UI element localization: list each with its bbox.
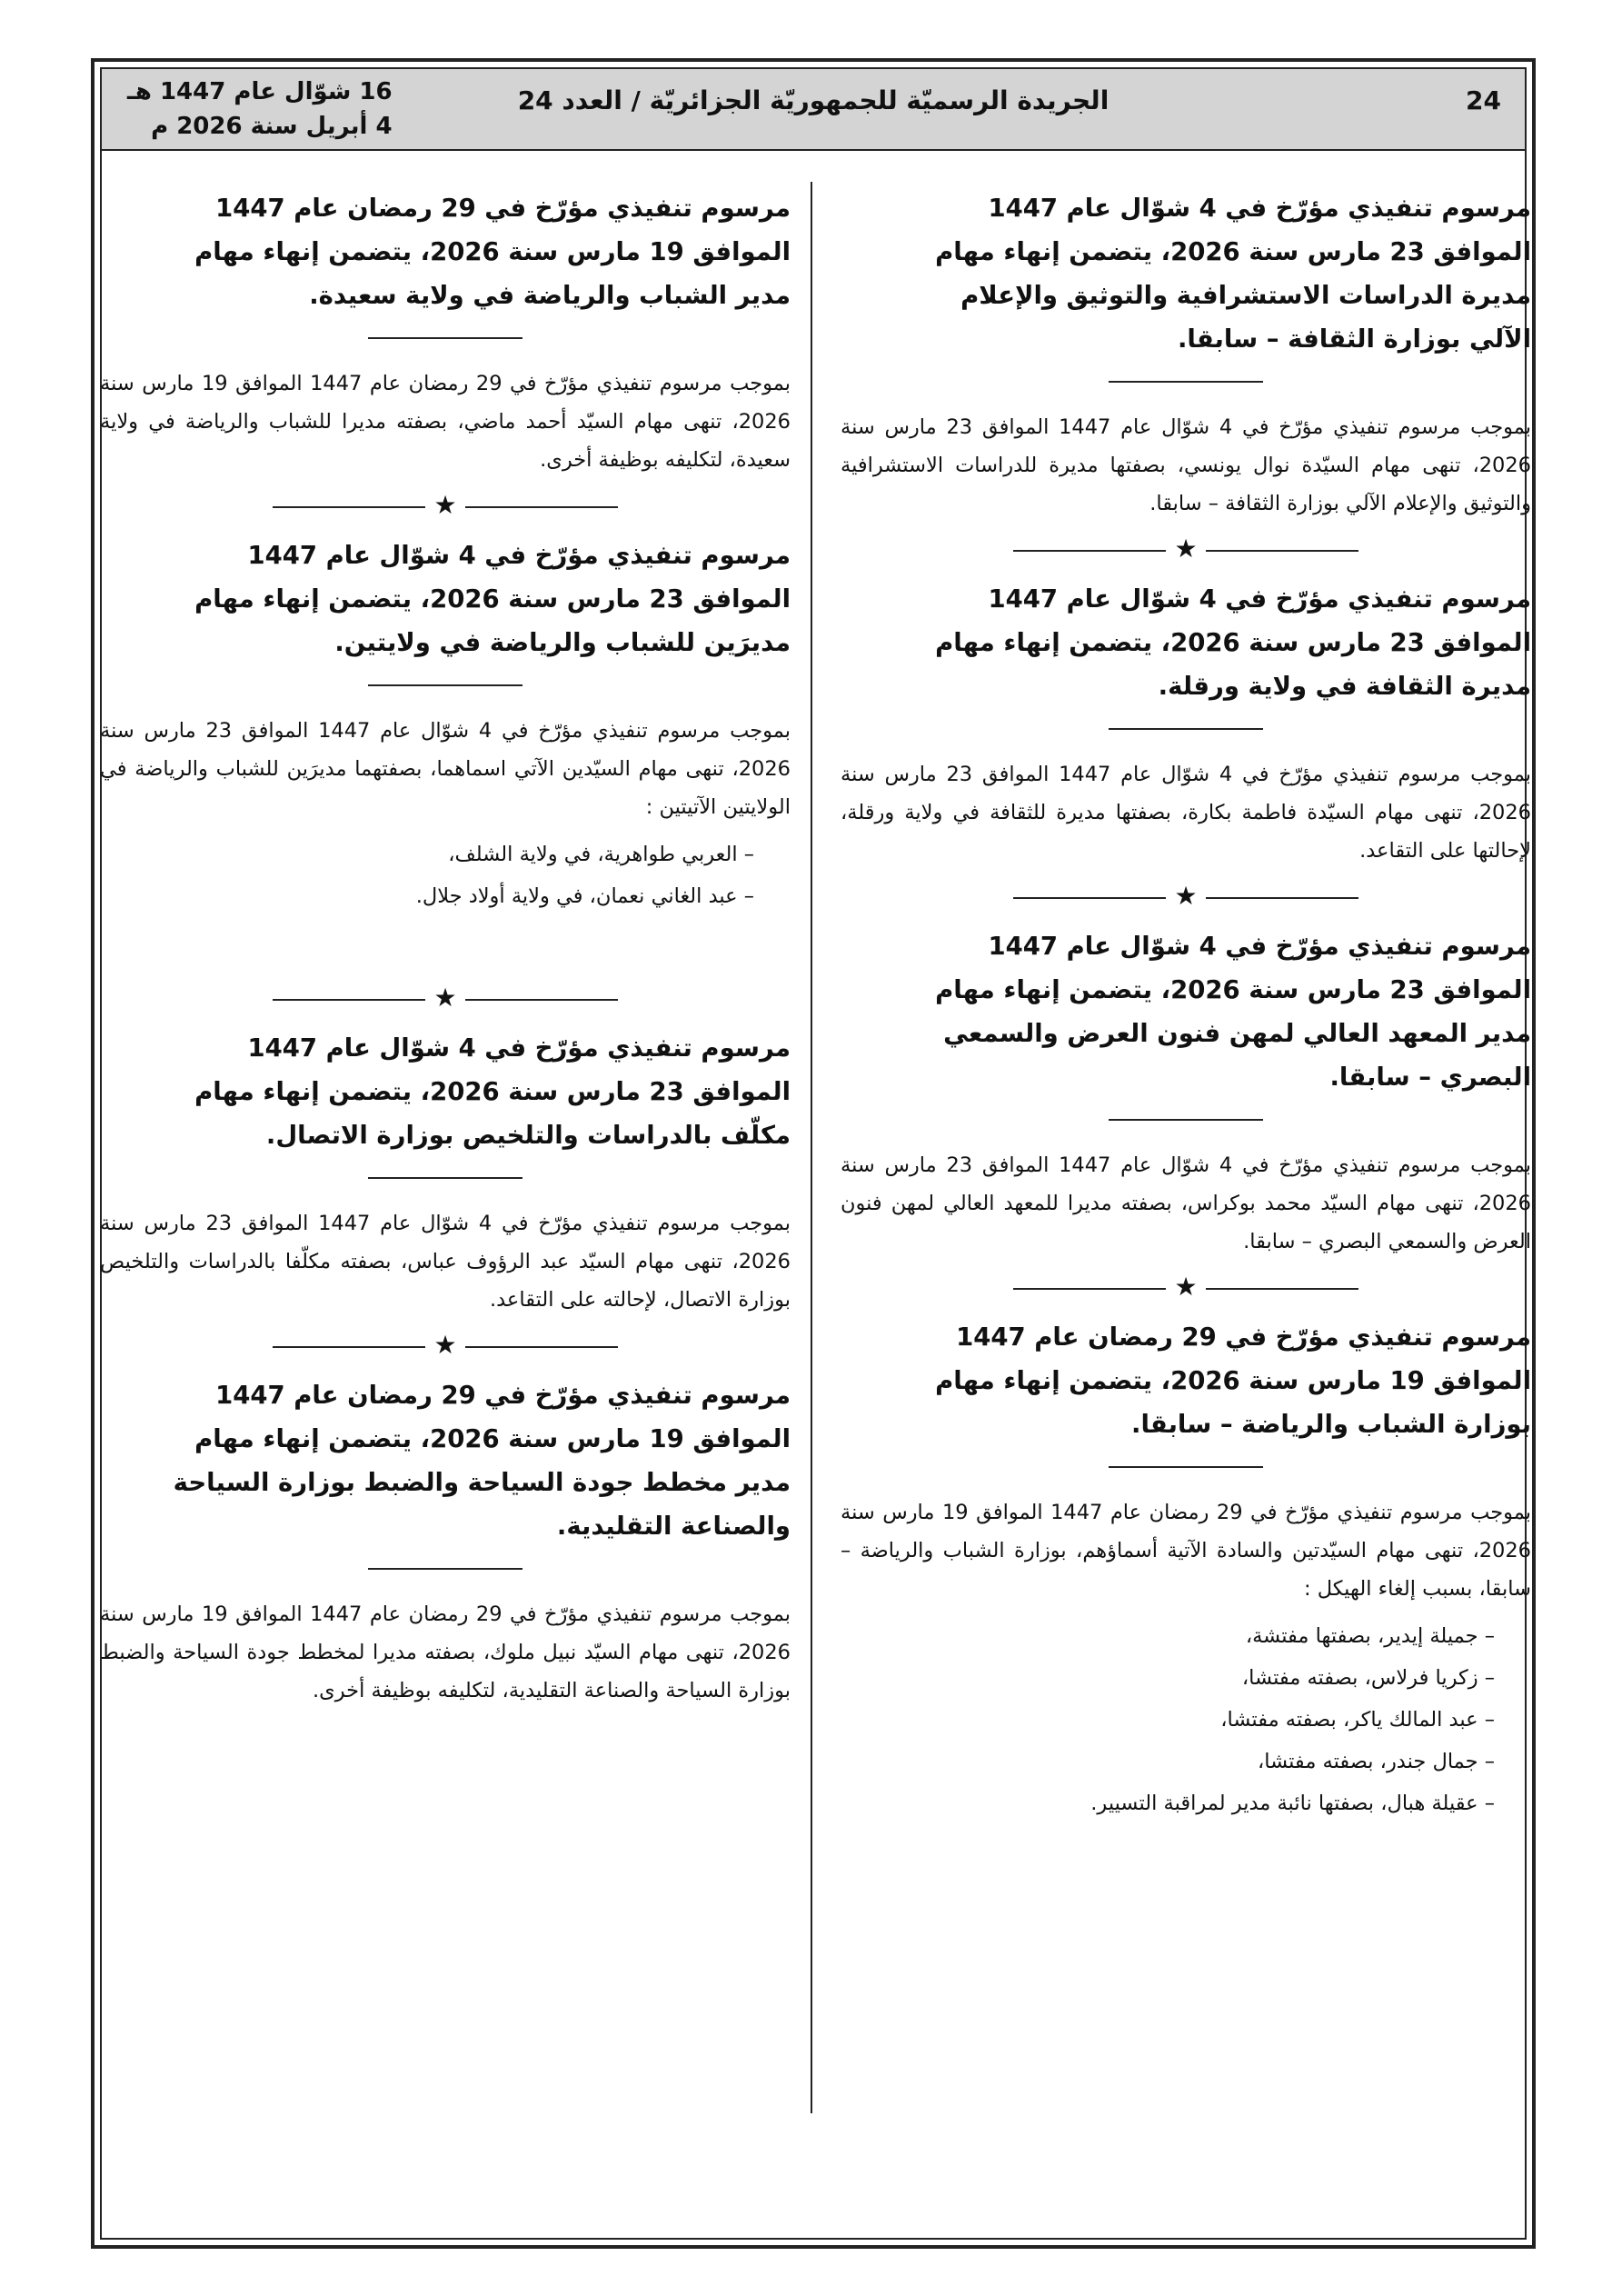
decree-entry — [841, 924, 1531, 1261]
decree-title: مرسوم تنفيذي مؤرّخ في 29 رمضان عام 1447 الموافق 19 مارس سنة 2026، يتضمن إنهاء مهام مدير مخطط جودة السياحة والضبط بوزارة السياحة والصناعة التقليدية. — [173, 1381, 791, 1541]
decree-body: بموجب مرسوم تنفيذي مؤرّخ في 4 شوّال عام 1447 الموافق 23 مارس سنة 2026، تنهى مهام السيّدة نوال يونسي، بصفتها مديرة للدراسات الاستشرافية والتوثيق والإعلام الآلي بوزارة الثقافة – سابقا. — [841, 415, 1531, 515]
star-separator — [273, 490, 618, 521]
star-separator — [1013, 534, 1358, 564]
names-list — [841, 1615, 1531, 1824]
decree-entry — [841, 186, 1531, 523]
decree-body: بموجب مرسوم تنفيذي مؤرّخ في 4 شوّال عام 1447 الموافق 23 مارس سنة 2026، تنهى مهام السيّد عبد الرؤوف عباس، بصفته مكلّفا بالدراسات والتلخيص بوزارة الاتصال، لإحالته على التقاعد. — [100, 1212, 791, 1312]
list-item: – جمال جندر، بصفته مفتشا، — [1257, 1750, 1495, 1773]
star-separator — [273, 983, 618, 1013]
star-icon: ★ — [433, 983, 457, 1013]
page-number: 24 — [1466, 85, 1501, 115]
decree-entry — [100, 534, 791, 917]
decree-entry — [100, 186, 791, 479]
gazette-title: الجريدة الرسميّة للجمهوريّة الجزائريّة / العدد 24 — [517, 85, 1110, 115]
short-rule — [368, 1568, 522, 1570]
decree-body: بموجب مرسوم تنفيذي مؤرّخ في 29 رمضان عام 1447 الموافق 19 مارس سنة 2026، تنهى مهام السيّد نبيل ملوك، بصفته مديرا لمخطط جودة السياحة والضبط بوزارة السياحة والصناعة التقليدية، لتكليفه بوظيفة أخرى. — [100, 1602, 791, 1702]
decree-entry — [841, 577, 1531, 870]
decree-title: مرسوم تنفيذي مؤرّخ في 4 شوّال عام 1447 الموافق 23 مارس سنة 2026، يتضمن إنهاء مهام مكلّف بالدراسات والتلخيص بوزارة الاتصال. — [194, 1033, 791, 1150]
star-icon: ★ — [433, 490, 457, 520]
decree-body: بموجب مرسوم تنفيذي مؤرّخ في 4 شوّال عام 1447 الموافق 23 مارس سنة 2026، تنهى مهام السيّدة فاطمة بكارة، بصفتها مديرة للثقافة في ولاية ورقلة، لإحالتها على التقاعد. — [841, 763, 1531, 863]
right-column — [841, 186, 1531, 1824]
decree-title: مرسوم تنفيذي مؤرّخ في 4 شوّال عام 1447 الموافق 23 مارس سنة 2026، يتضمن إنهاء مهام مدير المعهد العالي لمهن فنون العرض والسمعي البصري – سابقا. — [935, 932, 1531, 1092]
decree-entry — [100, 1026, 791, 1319]
star-icon: ★ — [1174, 881, 1198, 911]
decree-body: بموجب مرسوم تنفيذي مؤرّخ في 29 رمضان عام 1447 الموافق 19 مارس سنة 2026، تنهى مهام السيّدتين والسادة الآتية أسماؤهم، بوزارة الشباب والرياضة – سابقا، بسبب إلغاء الهيكل : — [841, 1501, 1532, 1601]
decree-title: مرسوم تنفيذي مؤرّخ في 29 رمضان عام 1447 الموافق 19 مارس سنة 2026، يتضمن إنهاء مهام بوزارة الشباب والرياضة – سابقا. — [935, 1323, 1531, 1439]
decree-title: مرسوم تنفيذي مؤرّخ في 4 شوّال عام 1447 الموافق 23 مارس سنة 2026، يتضمن إنهاء مهام مديرة الثقافة في ولاية ورقلة. — [935, 584, 1531, 701]
decree-body: بموجب مرسوم تنفيذي مؤرّخ في 4 شوّال عام 1447 الموافق 23 مارس سنة 2026، تنهى مهام السيّدين الآتي اسماهما، بصفتهما مديرَين للشباب والرياضة في الولايتين الآتيتين : — [100, 719, 791, 819]
blank-space — [100, 917, 791, 972]
list-item: – عبد الغاني نعمان، في ولاية أولاد جلال. — [415, 884, 754, 908]
star-separator — [1013, 1272, 1358, 1303]
decree-entry — [100, 1373, 791, 1710]
list-item: – زكريا فرلاس، بصفته مفتشا، — [1241, 1666, 1495, 1690]
column-divider — [811, 182, 812, 2113]
issue-date — [127, 75, 393, 144]
date-gregorian: 4 أبريل سنة 2026 م — [151, 113, 393, 140]
star-icon: ★ — [1174, 1272, 1198, 1302]
list-item: – جميلة إيدير، بصفتها مفتشة، — [1245, 1624, 1495, 1648]
short-rule — [1109, 381, 1263, 383]
short-rule — [368, 337, 522, 339]
list-item: – العربي طواهرية، في ولاية الشلف، — [448, 843, 754, 866]
short-rule — [1109, 728, 1263, 730]
decree-title: مرسوم تنفيذي مؤرّخ في 29 رمضان عام 1447 الموافق 19 مارس سنة 2026، يتضمن إنهاء مهام مدير الشباب والرياضة في ولاية سعيدة. — [194, 194, 791, 310]
decree-body: بموجب مرسوم تنفيذي مؤرّخ في 29 رمضان عام 1447 الموافق 19 مارس سنة 2026، تنهى مهام السيّد أحمد ماضي، بصفته مديرا للشباب والرياضة في ولاية سعيدة، لتكليفه بوظيفة أخرى. — [100, 372, 791, 472]
star-icon: ★ — [433, 1330, 457, 1360]
star-separator — [1013, 881, 1358, 912]
short-rule — [1109, 1119, 1263, 1121]
date-hijri: 16 شوّال عام 1447 هـ — [127, 78, 393, 105]
decree-title: مرسوم تنفيذي مؤرّخ في 4 شوّال عام 1447 الموافق 23 مارس سنة 2026، يتضمن إنهاء مهام مديرَين للشباب والرياضة في ولايتين. — [194, 541, 791, 657]
star-separator — [273, 1330, 618, 1361]
list-item: – عقيلة هبال، بصفتها نائبة مدير لمراقبة التسيير. — [1090, 1792, 1495, 1815]
short-rule — [368, 684, 522, 686]
short-rule — [1109, 1466, 1263, 1468]
decree-body: بموجب مرسوم تنفيذي مؤرّخ في 4 شوّال عام 1447 الموافق 23 مارس سنة 2026، تنهى مهام السيّد محمد بوكراس، بصفته مديرا للمعهد العالي لمهن فنون العرض والسمعي البصري – سابقا. — [841, 1153, 1531, 1253]
decree-title: مرسوم تنفيذي مؤرّخ في 4 شوّال عام 1447 الموافق 23 مارس سنة 2026، يتضمن إنهاء مهام مديرة الدراسات الاستشرافية والتوثيق والإعلام الآلي بوزارة الثقافة – سابقا. — [935, 194, 1531, 354]
names-list — [100, 834, 791, 917]
list-item: – عبد المالك ياكر، بصفته مفتشا، — [1220, 1708, 1495, 1732]
left-column — [100, 186, 791, 1710]
page-header — [102, 69, 1525, 151]
star-icon: ★ — [1174, 534, 1198, 564]
decree-entry — [841, 1315, 1531, 1824]
short-rule — [368, 1177, 522, 1179]
